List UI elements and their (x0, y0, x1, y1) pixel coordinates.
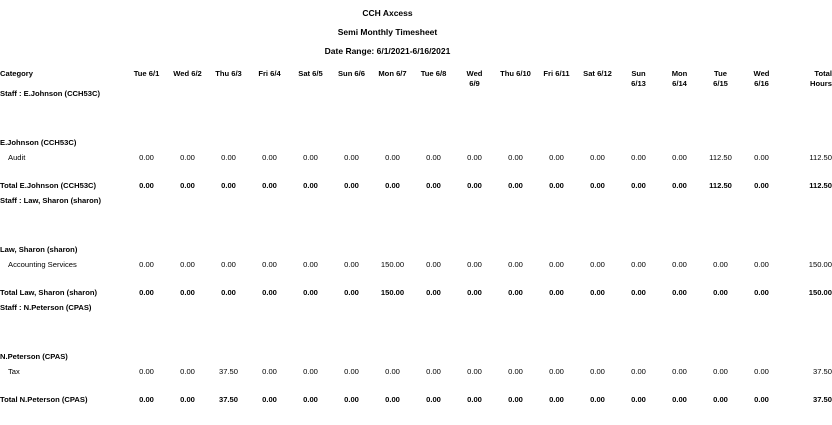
cell-day-7: 0.00 (426, 153, 441, 162)
header-row (0, 69, 832, 89)
column-header-day-11 (577, 69, 618, 89)
cell-day-15: 0.00 (754, 367, 769, 376)
cell-day-14: 0.00 (713, 288, 728, 297)
cell-day-11: 0.00 (590, 395, 605, 404)
group-label: E.Johnson (CCH53C) (0, 138, 77, 147)
cell-day-2: 0.00 (221, 153, 236, 162)
table-row-total (0, 181, 832, 196)
cell-day-9: 0.00 (508, 260, 523, 269)
column-header-day-6 (372, 69, 413, 89)
cell-day-8: 0.00 (467, 260, 482, 269)
column-header-day-8 (454, 69, 495, 89)
cell-day-4: 0.00 (303, 367, 318, 376)
cell-day-15: 0.00 (754, 153, 769, 162)
cell-day-15: 0.00 (754, 181, 769, 190)
day-label-line1: Mon (671, 69, 688, 78)
cell-total: 37.50 (812, 395, 832, 404)
cell-day-11: 0.00 (590, 288, 605, 297)
group-header-row (0, 352, 832, 367)
cell-day-10: 0.00 (549, 367, 564, 376)
cell-day-14: 0.00 (713, 395, 728, 404)
cell-total: 150.00 (808, 260, 832, 269)
column-header-day-4 (290, 69, 331, 89)
day-label-line2: 6/9 (469, 79, 480, 88)
table-body (0, 89, 832, 410)
column-header-day-2 (208, 69, 249, 89)
column-header-day-13 (659, 69, 700, 89)
total-label: Total N.Peterson (CPAS) (0, 395, 88, 404)
cell-day-11: 0.00 (590, 181, 605, 190)
report-header (0, 0, 775, 61)
column-header-day-14 (700, 69, 741, 89)
cell-day-15: 0.00 (754, 260, 769, 269)
day-label-line1: Wed (753, 69, 770, 78)
cell-day-3: 0.00 (262, 395, 277, 404)
cell-day-6: 150.00 (380, 288, 405, 297)
cell-day-13: 0.00 (672, 260, 687, 269)
cell-day-3: 0.00 (262, 181, 277, 190)
cell-day-14: 112.50 (709, 153, 732, 162)
day-label-line1: Sat 6/12 (583, 69, 612, 78)
cell-day-0: 0.00 (139, 288, 154, 297)
cell-day-2: 0.00 (221, 181, 236, 190)
report-subtitle: Semi Monthly Timesheet (337, 27, 438, 37)
day-label-line1: Fri 6/11 (543, 69, 570, 78)
cell-day-8: 0.00 (467, 288, 482, 297)
total-label: Total E.Johnson (CCH53C) (0, 181, 97, 190)
cell-day-1: 0.00 (180, 181, 195, 190)
cell-day-3: 0.00 (262, 153, 277, 162)
cell-day-6: 0.00 (385, 153, 400, 162)
day-label-line2: 6/14 (672, 79, 687, 88)
day-label-line1: Tue 6/8 (420, 69, 447, 78)
cell-day-10: 0.00 (549, 153, 564, 162)
staff-label: Staff : Law, Sharon (sharon) (0, 196, 101, 205)
cell-day-4: 0.00 (303, 260, 318, 269)
cell-total: 150.00 (808, 288, 832, 297)
cell-day-0: 0.00 (139, 395, 154, 404)
category-label: Tax (8, 367, 20, 376)
cell-day-1: 0.00 (180, 260, 195, 269)
spacer-row (0, 168, 832, 181)
table-row-total (0, 395, 832, 410)
cell-day-2: 37.50 (218, 367, 238, 376)
column-header-day-3 (249, 69, 290, 89)
cell-day-8: 0.00 (467, 153, 482, 162)
column-header-total (782, 69, 832, 89)
cell-day-7: 0.00 (426, 367, 441, 376)
cell-day-0: 0.00 (139, 153, 154, 162)
cell-day-1: 0.00 (180, 367, 195, 376)
cell-total: 37.50 (812, 367, 832, 376)
cell-day-11: 0.00 (590, 260, 605, 269)
column-header-day-0 (126, 69, 167, 89)
timesheet-table (0, 69, 832, 410)
cell-day-10: 0.00 (549, 288, 564, 297)
spacer-row (0, 382, 832, 395)
cell-day-2: 0.00 (221, 260, 236, 269)
cell-day-14: 0.00 (713, 260, 728, 269)
spacer-row (0, 105, 832, 138)
cell-day-1: 0.00 (180, 153, 195, 162)
cell-day-7: 0.00 (426, 288, 441, 297)
cell-day-5: 0.00 (344, 181, 359, 190)
cell-day-5: 0.00 (344, 395, 359, 404)
day-label-line1: Thu 6/10 (500, 69, 531, 78)
cell-day-5: 0.00 (344, 260, 359, 269)
column-header-day-10 (536, 69, 577, 89)
cell-day-0: 0.00 (139, 181, 154, 190)
cell-day-3: 0.00 (262, 288, 277, 297)
day-label-line2: 6/15 (713, 79, 728, 88)
cell-day-5: 0.00 (344, 153, 359, 162)
group-label: N.Peterson (CPAS) (0, 352, 68, 361)
cell-day-6: 0.00 (385, 181, 400, 190)
group-header-row (0, 138, 832, 153)
cell-day-4: 0.00 (303, 288, 318, 297)
cell-day-7: 0.00 (426, 395, 441, 404)
total-label-line1: Total (814, 69, 832, 78)
cell-day-14: 112.50 (709, 181, 732, 190)
staff-header-row (0, 89, 832, 105)
day-label-line1: Sat 6/5 (298, 69, 323, 78)
spacer-row (0, 212, 832, 245)
group-header-row (0, 245, 832, 260)
cell-day-10: 0.00 (549, 260, 564, 269)
report-date-range: Date Range: 6/1/2021-6/16/2021 (324, 46, 451, 56)
table-row (0, 260, 832, 275)
cell-day-6: 0.00 (385, 395, 400, 404)
cell-day-14: 0.00 (713, 367, 728, 376)
cell-day-5: 0.00 (344, 367, 359, 376)
cell-day-13: 0.00 (672, 181, 687, 190)
day-label-line1: Tue (714, 69, 727, 78)
staff-header-row (0, 196, 832, 212)
column-header-day-12 (618, 69, 659, 89)
category-label: Accounting Services (8, 260, 77, 269)
cell-day-4: 0.00 (303, 395, 318, 404)
cell-day-2: 0.00 (221, 288, 236, 297)
spacer-row (0, 319, 832, 352)
cell-day-8: 0.00 (467, 367, 482, 376)
cell-day-7: 0.00 (426, 260, 441, 269)
column-header-day-15 (741, 69, 782, 89)
cell-day-6: 0.00 (385, 367, 400, 376)
cell-day-7: 0.00 (426, 181, 441, 190)
category-label: Audit (8, 153, 26, 162)
cell-day-11: 0.00 (590, 153, 605, 162)
day-label-line1: Sun 6/6 (337, 69, 365, 78)
day-label-line2: 6/13 (631, 79, 646, 88)
day-label-line1: Thu 6/3 (215, 69, 242, 78)
table-header (0, 69, 832, 89)
cell-day-2: 37.50 (218, 395, 238, 404)
cell-day-9: 0.00 (508, 395, 523, 404)
table-row (0, 367, 832, 382)
spacer-row (0, 275, 832, 288)
cell-total: 112.50 (809, 181, 832, 190)
cell-day-0: 0.00 (139, 367, 154, 376)
cell-day-12: 0.00 (631, 260, 646, 269)
day-label-line2: 6/16 (754, 79, 769, 88)
cell-day-4: 0.00 (303, 181, 318, 190)
cell-day-12: 0.00 (631, 181, 646, 190)
table-row (0, 153, 832, 168)
cell-day-6: 150.00 (380, 260, 405, 269)
day-label-line1: Wed 6/2 (173, 69, 202, 78)
group-label: Law, Sharon (sharon) (0, 245, 78, 254)
column-header-day-7 (413, 69, 454, 89)
cell-day-12: 0.00 (631, 288, 646, 297)
cell-day-9: 0.00 (508, 288, 523, 297)
cell-total: 112.50 (809, 153, 832, 162)
cell-day-9: 0.00 (508, 367, 523, 376)
table-row-total (0, 288, 832, 303)
cell-day-12: 0.00 (631, 395, 646, 404)
column-header-day-1 (167, 69, 208, 89)
cell-day-12: 0.00 (631, 367, 646, 376)
day-label-line1: Mon 6/7 (378, 69, 407, 78)
cell-day-12: 0.00 (631, 153, 646, 162)
day-label-line1: Tue 6/1 (133, 69, 160, 78)
cell-day-10: 0.00 (549, 181, 564, 190)
cell-day-11: 0.00 (590, 367, 605, 376)
cell-day-9: 0.00 (508, 181, 523, 190)
staff-label: Staff : E.Johnson (CCH53C) (0, 89, 100, 98)
day-label-line1: Fri 6/4 (258, 69, 281, 78)
cell-day-4: 0.00 (303, 153, 318, 162)
cell-day-9: 0.00 (508, 153, 523, 162)
day-label-line1: Wed (466, 69, 483, 78)
cell-day-13: 0.00 (672, 288, 687, 297)
total-label-line2: Hours (810, 79, 832, 88)
staff-label: Staff : N.Peterson (CPAS) (0, 303, 92, 312)
column-header-category: Category (0, 69, 33, 78)
cell-day-0: 0.00 (139, 260, 154, 269)
staff-header-row (0, 303, 832, 319)
cell-day-3: 0.00 (262, 260, 277, 269)
total-label: Total Law, Sharon (sharon) (0, 288, 98, 297)
cell-day-8: 0.00 (467, 181, 482, 190)
day-label-line1: Sun (631, 69, 646, 78)
cell-day-3: 0.00 (262, 367, 277, 376)
cell-day-13: 0.00 (672, 153, 687, 162)
cell-day-10: 0.00 (549, 395, 564, 404)
cell-day-5: 0.00 (344, 288, 359, 297)
column-header-day-9 (495, 69, 536, 89)
cell-day-15: 0.00 (754, 395, 769, 404)
cell-day-8: 0.00 (467, 395, 482, 404)
cell-day-1: 0.00 (180, 395, 195, 404)
column-header-day-5 (331, 69, 372, 89)
cell-day-15: 0.00 (754, 288, 769, 297)
cell-day-13: 0.00 (672, 395, 687, 404)
report-title: CCH Axcess (362, 8, 413, 18)
cell-day-1: 0.00 (180, 288, 195, 297)
cell-day-13: 0.00 (672, 367, 687, 376)
